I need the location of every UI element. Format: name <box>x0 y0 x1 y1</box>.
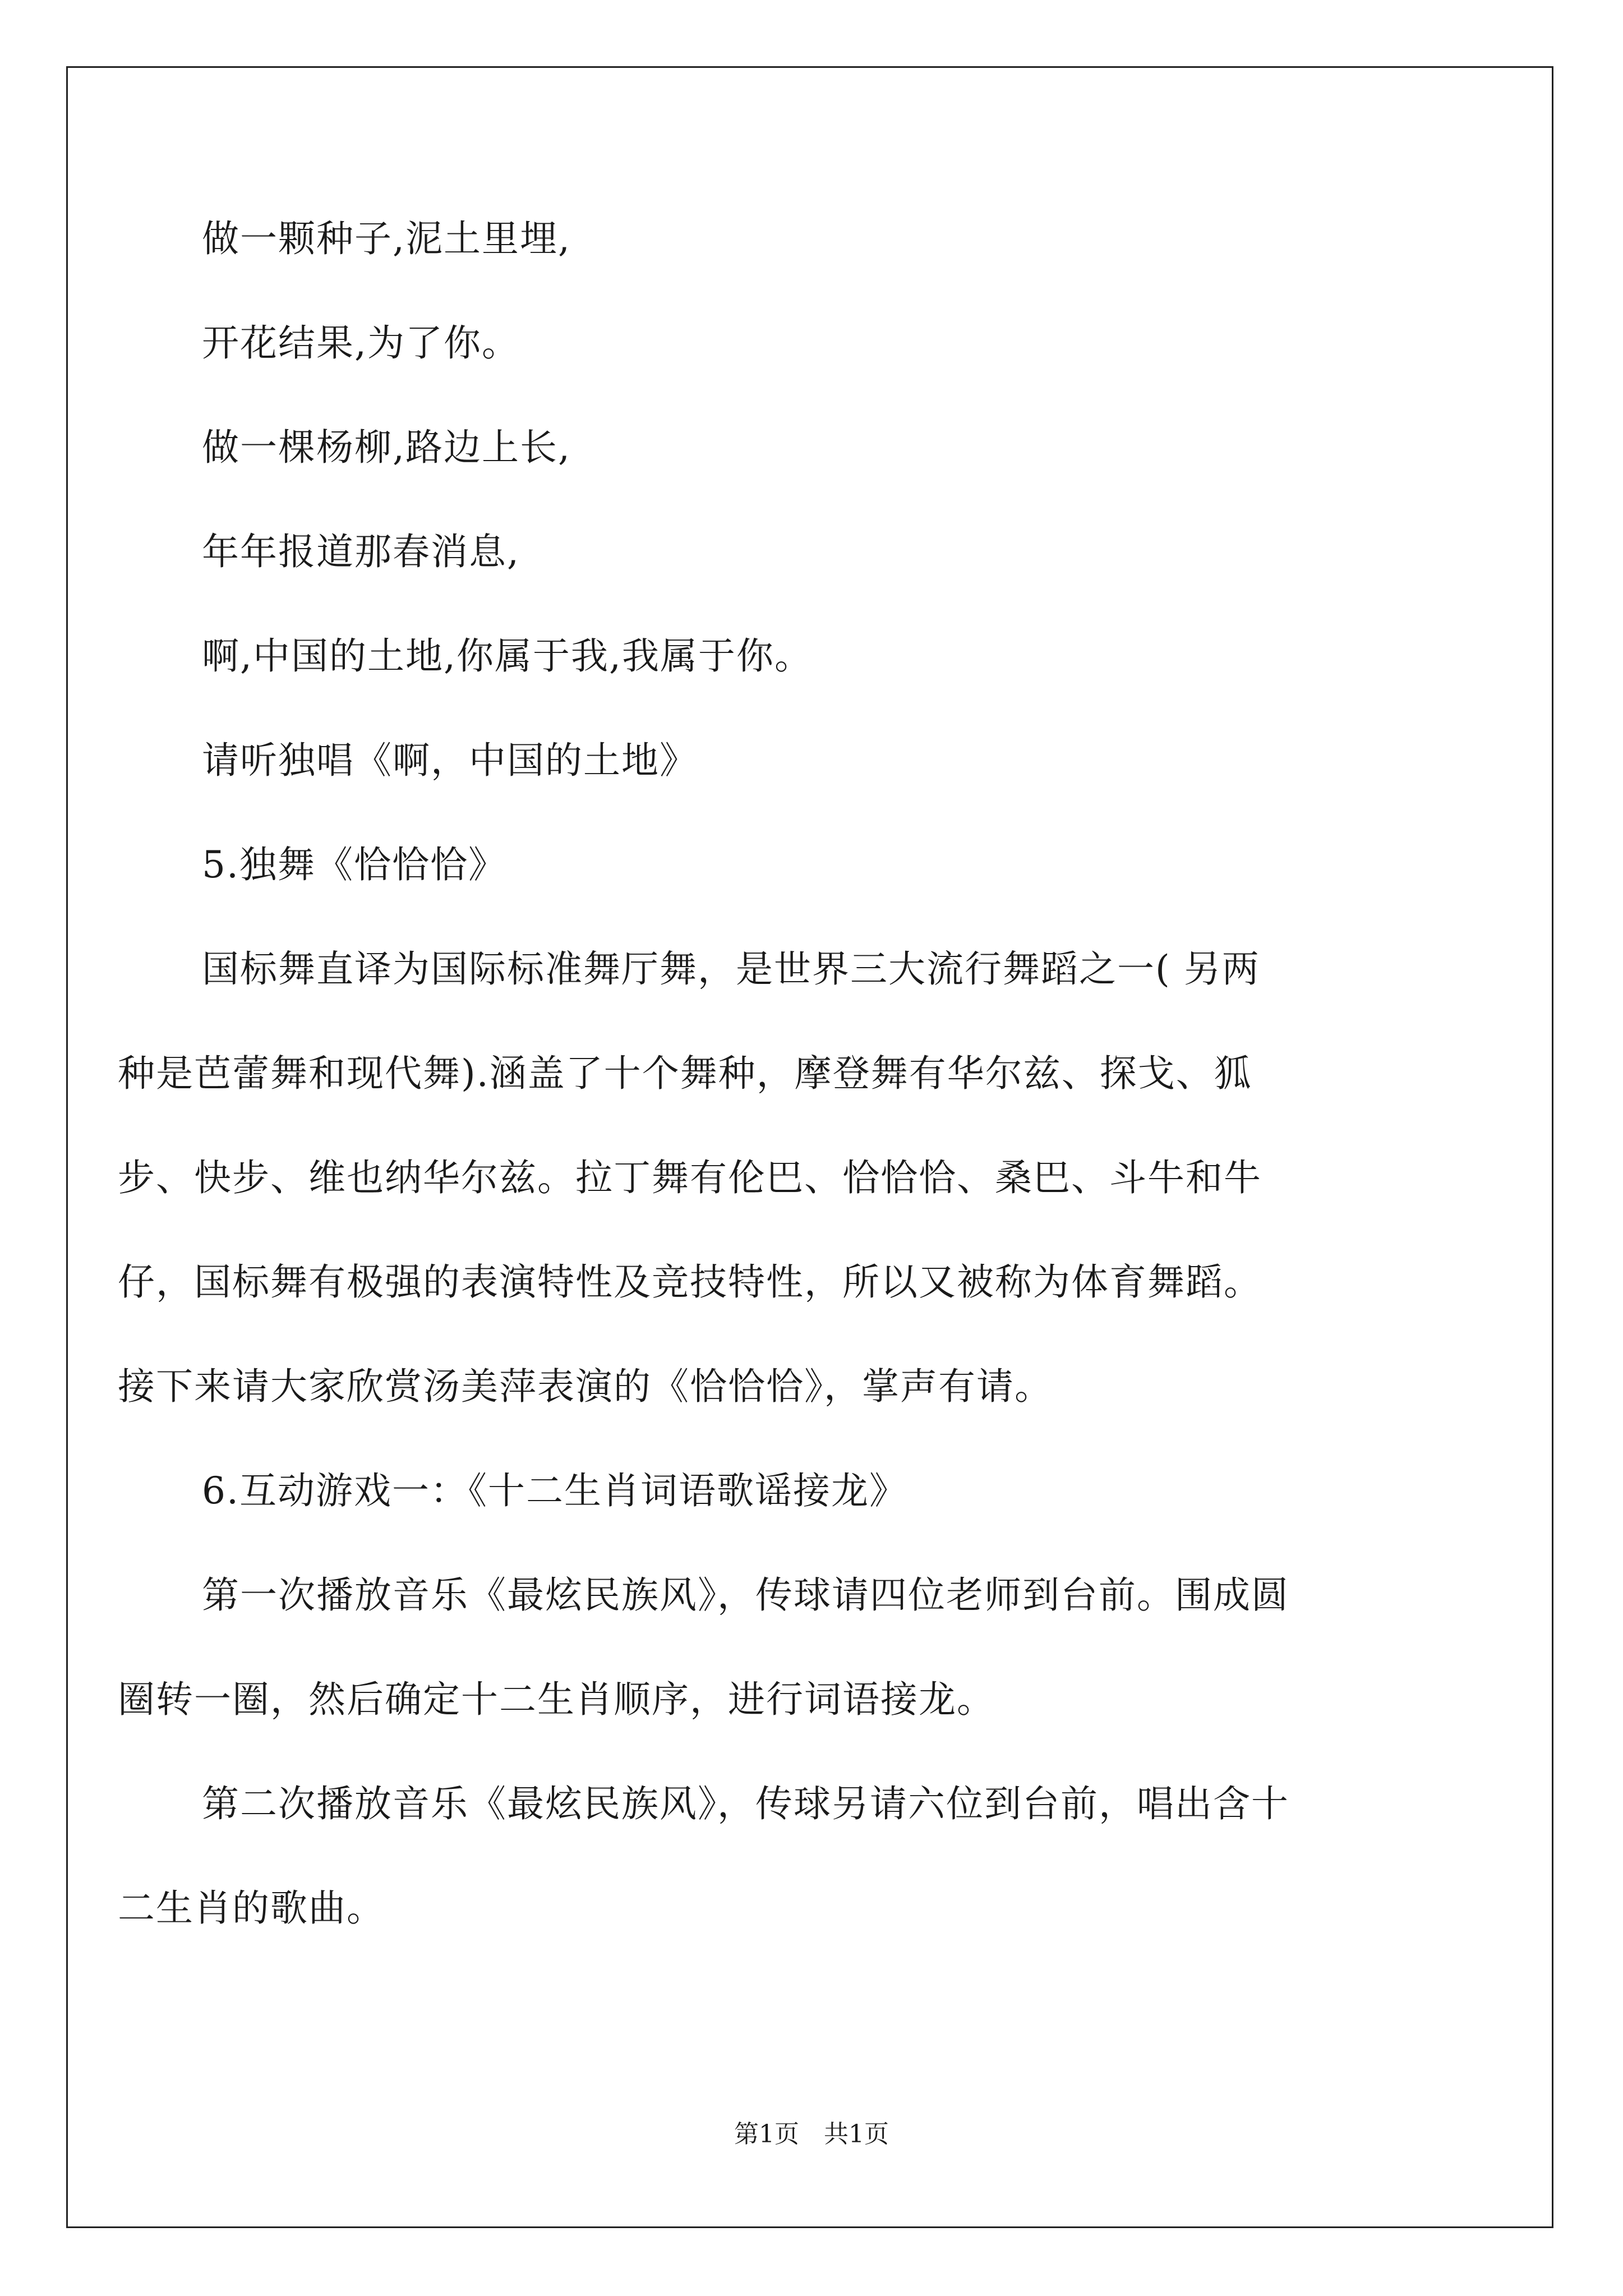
paragraph-game-round-2 <box>118 1778 1428 1934</box>
section-heading: 6.互动游戏一：《十二生肖词语歌谣接龙》 <box>202 1469 907 1512</box>
paragraph-line: 第二次播放音乐《最炫民族风》，传球另请六位到台前，唱出含十 <box>202 1782 1289 1825</box>
lyric-line: 年年报道那春消息, <box>202 530 520 573</box>
paragraph-line: 仔，国标舞有极强的表演特性及竞技特性，所以又被称为体育舞蹈。 <box>118 1260 1262 1304</box>
section-heading: 5.独舞《恰恰恰》 <box>202 843 506 886</box>
lyric-line: 做一颗种子,泥土里埋, <box>202 217 571 260</box>
paragraph-line: 二生肖的歌曲。 <box>118 1887 385 1930</box>
paragraph-game-round-1 <box>118 1570 1428 1726</box>
paragraph-line: 种是芭蕾舞和现代舞).涵盖了十个舞种，摩登舞有华尔兹、探戈、狐 <box>118 1052 1252 1095</box>
page-number-footer: 第1页 共1页 <box>734 2120 889 2148</box>
paragraph-ballroom <box>118 944 1428 1412</box>
paragraph-line: 第一次播放音乐《最炫民族风》，传球请四位老师到台前。围成圆 <box>202 1573 1289 1617</box>
paragraph-line: 圈转一圈，然后确定十二生肖顺序，进行词语接龙。 <box>118 1678 995 1721</box>
program-intro: 请听独唱《啊，中国的土地》 <box>202 739 698 782</box>
document-body <box>118 213 1428 1987</box>
lyric-line: 啊,中国的土地,你属于我,我属于你。 <box>202 634 813 678</box>
paragraph-line: 国标舞直译为国际标准舞厅舞，是世界三大流行舞蹈之一( 另两 <box>202 947 1260 991</box>
lyric-line: 开花结果,为了你。 <box>202 321 520 365</box>
paragraph-line: 接下来请大家欣赏汤美萍表演的《恰恰恰》，掌声有请。 <box>118 1365 1053 1408</box>
paragraph-line: 步、快步、维也纳华尔兹。拉丁舞有伦巴、恰恰恰、桑巴、斗牛和牛 <box>118 1156 1262 1199</box>
lyric-line: 做一棵杨柳,路边上长, <box>202 426 571 469</box>
